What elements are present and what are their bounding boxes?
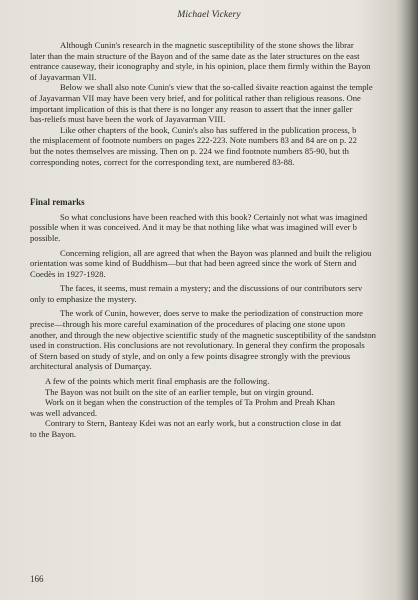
text-line: Coedès in 1927-1928.	[30, 268, 106, 279]
paragraph	[30, 376, 415, 387]
text-line: of Jayavarman VII.	[30, 71, 97, 82]
paragraph	[30, 248, 415, 280]
text-line: was well advanced.	[30, 407, 98, 418]
page-number: 166	[30, 574, 44, 584]
paragraph	[30, 40, 415, 82]
text-line: possible.	[30, 232, 61, 243]
text-line: another, and through the new objective scientific study of the magnetic susceptibility of the sandston	[30, 329, 376, 340]
text-line: Concerning religion, all are agreed that when the Bayon was planned and built the religiou	[60, 247, 372, 258]
text-line: A few of the points which merit final emphasis are the following.	[45, 376, 270, 387]
text-line: important implication of this is that there is no longer any reason to assert that the inner galler	[30, 103, 353, 114]
text-line: corresponding notes, correct for the corresponding text, are numbered 83-88.	[30, 156, 295, 167]
body-text	[30, 40, 415, 440]
text-line: of Stern based on study of style, and on only a few points disagree strongly with the previous	[30, 350, 351, 361]
text-line: to the Bayon.	[30, 429, 77, 439]
paragraph	[30, 212, 415, 244]
text-line: Contrary to Stern, Banteay Kdei was not an early work, but a construction close in dat	[45, 418, 342, 429]
paragraph	[30, 283, 415, 304]
text-line: possible when it was conceived. And it may be that nothing like what was imagined will ever b	[30, 222, 357, 233]
section-heading: Final remarks	[30, 197, 85, 208]
text-line: later than the main structure of the Bayon and of the same date as the later structures on the east	[30, 50, 360, 61]
text-line: precise—through his more careful examination of the procedures of placing one stone upon	[30, 319, 346, 330]
text-line: Although Cunin's research in the magnetic susceptibility of the stone shows the librar	[60, 40, 354, 50]
text-line: entrance causeway, their iconography and style, in his opinion, place them firmly within the Bayon	[30, 61, 371, 72]
text-line: Below we shall also note Cunin's view that the so-called śivaite reaction against the temple	[60, 82, 373, 93]
text-line: the misplacement of footnote numbers on pages 222-223. Note numbers 83 and 84 are on p. 22	[30, 135, 357, 146]
text-line: bas-reliefs must have been the work of Jayavarman VIII.	[30, 114, 226, 125]
text-line: orientation was some kind of Buddhism—but that had been agreed since the work of Stern and	[30, 258, 357, 269]
text-line: The work of Cunin, however, does serve to make the periodization of construction more	[60, 308, 363, 319]
paragraph	[30, 418, 415, 439]
paragraph	[30, 308, 415, 372]
paragraph	[30, 387, 415, 398]
text-line: used in construction. His conclusions are not revolutionary. In general they confirm the proposals	[30, 340, 365, 351]
text-line: architectural analysis of Dumarçay.	[30, 361, 152, 372]
paragraph	[30, 397, 415, 418]
paragraph	[30, 125, 415, 167]
text-line: only to emphasize the mystery.	[30, 293, 137, 304]
text-line: Like other chapters of the book, Cunin's also has suffered in the publication process, b	[60, 124, 357, 135]
text-line: but the notes themselves are missing. Then on p. 224 we find footnote numbers 85-90, but th	[30, 145, 349, 156]
text-line: The Bayon was not built on the site of an earlier temple, but on virgin ground.	[45, 386, 314, 397]
paragraph	[30, 82, 415, 124]
text-line: So what conclusions have been reached with this book? Certainly not what was imagined	[60, 211, 368, 222]
text-line: Work on it began when the construction of the temples of Ta Prohm and Preah Khan	[45, 397, 335, 408]
text-line: of Jayavarman VII may have been very brief, and for political rather than religious reasons. One	[30, 92, 361, 103]
running-head: Michael Vickery	[177, 10, 241, 20]
text-line: The faces, it seems, must remain a mystery; and the discussions of our contributors serv	[60, 283, 363, 294]
